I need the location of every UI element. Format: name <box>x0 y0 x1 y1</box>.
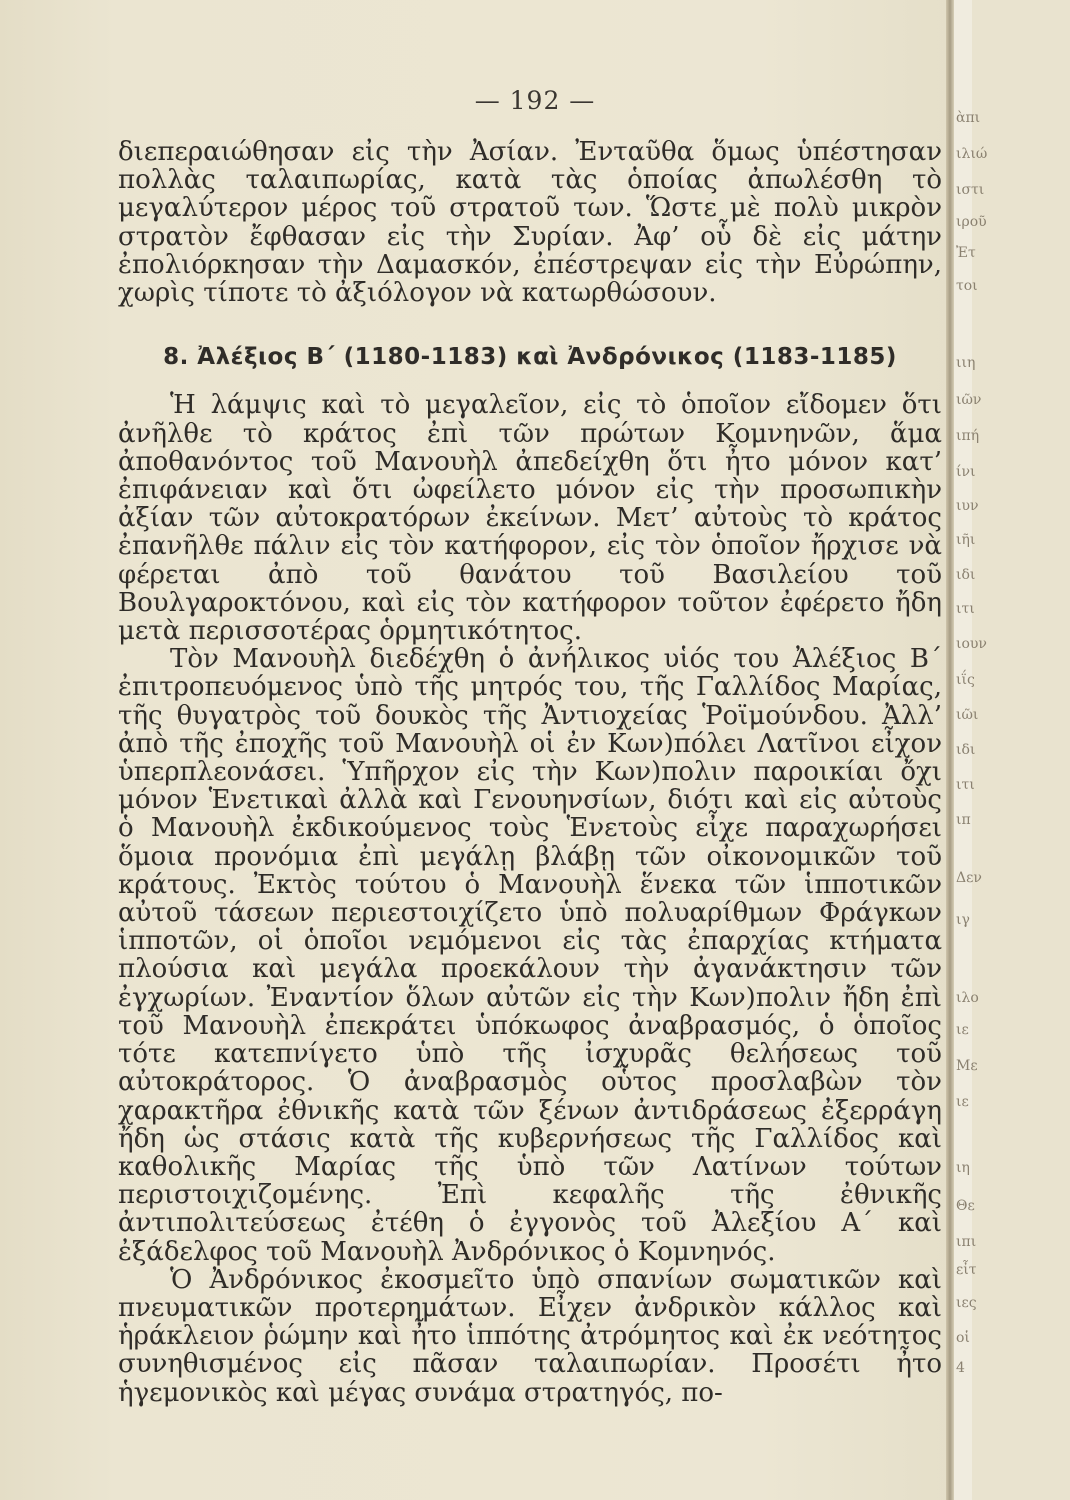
adjacent-fragment: εἶτ <box>956 1262 977 1278</box>
book-spine <box>946 0 954 1500</box>
section-heading: 8. Ἀλέξιος Β΄ (1180-1183) καὶ Ἀνδρόνικος (1183-1185) <box>163 344 897 371</box>
paragraph: Ἡ λάμψις καὶ τὸ μεγαλεῖον, εἰς τὸ ὁποῖον εἴδομεν ὅτι ἀνῆλθε τὸ κράτος ἐπὶ τῶν πρώτων Κομνηνῶν, ἅμα ἀποθανόντος τοῦ Μανουὴλ ἀπεδείχθη ὅτι ἦτο μόνον κατ’ ἐπιφάνειαν καὶ ὅτι ὠφείλετο μόνον εἰς τὴν προσωπικὴν ἀξίαν τῶν αὐτοκρατόρων ἐκείνων. Μετ’ αὐτοὺς τὸ κράτος ἐπανῆλθε πάλιν εἰς τὸν κατήφορον, εἰς τὸν ὁποῖον ἤρχισε νὰ φέρεται ἀπὸ τοῦ θανάτου τοῦ Βασιλείου τοῦ Βουλγαροκτόνου, καὶ εἰς τὸν κατήφορον τοῦτον ἐφέρετο ἤδη μετὰ περισσοτέρας ὁρμητικότητος. <box>118 390 942 647</box>
adjacent-fragment: ιΐς <box>956 672 975 688</box>
adjacent-fragment: ιῶι <box>956 707 979 723</box>
adjacent-fragment: Με <box>956 1058 978 1074</box>
adjacent-fragment: Ἐτ <box>956 245 976 261</box>
adjacent-fragment: ιπι <box>956 1234 977 1250</box>
adjacent-fragment: ιροῦ <box>956 214 987 230</box>
adjacent-fragment: ιε <box>956 1094 969 1110</box>
adjacent-fragment: ιτι <box>956 601 975 617</box>
adjacent-fragment: ιγ <box>956 912 970 928</box>
adjacent-fragment: ιη <box>956 1160 970 1176</box>
adjacent-fragment: ιδι <box>956 567 976 583</box>
adjacent-fragment: ιε <box>956 1022 969 1038</box>
adjacent-fragment: τοι <box>956 278 978 294</box>
adjacent-fragment: ιτι <box>956 777 975 793</box>
adjacent-fragment: ιδι <box>956 742 976 758</box>
adjacent-fragment: ιστι <box>956 182 985 198</box>
opening-paragraph: διεπεραιώθησαν εἰς τὴν Ἀσίαν. Ἐνταῦθα ὅμως ὑπέστησαν πολλὰς ταλαιπωρίας, κατὰ τὰς ὁποίας ἀπωλέσθη τὸ μεγαλύτερον μέρος τοῦ στρατοῦ των. Ὥστε μὲ πολὺ μικρὸν στρατὸν ἔφθασαν εἰς τὴν Συρίαν. Ἀφ’ οὗ δὲ εἰς μάτην ἐπολιόρκησαν τὴν Δαμασκόν, ἐπέστρεψαν εἰς τὴν Εὐρώπην, χωρὶς τίποτε τὸ ἀξιόλογον νὰ κατωρθώσουν. <box>118 137 942 309</box>
adjacent-fragment: ιες <box>956 1295 977 1311</box>
adjacent-fragment: ίνι <box>956 464 976 480</box>
adjacent-fragment: ὰπι <box>956 110 981 126</box>
page-text <box>118 138 942 1407</box>
adjacent-fragment: ιπή <box>956 428 980 444</box>
adjacent-fragment: Δεν <box>956 870 982 886</box>
adjacent-fragment: 4 <box>956 1360 965 1376</box>
adjacent-fragment: ιιη <box>956 355 976 371</box>
adjacent-fragment: ιλιώ <box>956 146 988 162</box>
paragraph: Ὁ Ἀνδρόνικος ἐκοσμεῖτο ὑπὸ σπανίων σωματικῶν καὶ πνευματικῶν προτερημάτων. Εἶχεν ἀνδρικὸν κάλλος καὶ ἡράκλειον ῥώμην καὶ ἦτο ἱππότης ἀτρόμητος καὶ ἐκ νεότητος συνηθισμένος εἰς πᾶσαν ταλαιπωρίαν. Προσέτι ἦτο ἡγεμονικὸς καὶ μέγας συνάμα στρατηγός, πο- <box>118 1264 942 1408</box>
adjacent-fragment: ιῶν <box>956 392 982 408</box>
adjacent-fragment: Θε <box>956 1198 975 1214</box>
page-number: — 192 — <box>474 86 596 115</box>
adjacent-fragment: ιουν <box>956 636 987 652</box>
adjacent-fragment: ιῆι <box>956 532 976 548</box>
adjacent-fragment: ιλο <box>956 990 979 1006</box>
adjacent-fragment: οἱ <box>956 1330 970 1346</box>
paragraph: Τὸν Μανουὴλ διεδέχθη ὁ ἀνήλικος υἱός του Ἀλέξιος Β΄ ἐπιτροπευόμενος ὑπὸ τῆς μητρός του, τῆς Γαλλίδος Μαρίας, τῆς θυγατρὸς τοῦ δουκὸς τῆς Ἀντιοχείας Ῥοϊμούνδου. Ἀλλ’ ἀπὸ τῆς ἐποχῆς τοῦ Μανουὴλ οἱ ἐν Κων)πόλει Λατῖνοι εἶχον ὑπερπλεονάσει. Ὑπῆρχον εἰς τὴν Κων)πολιν παροικίαι ὄχι μόνον Ἑνετικαὶ ἀλλὰ καὶ Γενουηνσίων, διότι καὶ εἰς αὐτοὺς ὁ Μανουὴλ ἐκδικούμενος τοὺς Ἑνετοὺς εἶχε παραχωρήσει ὅμοια προνόμια ἐπὶ μεγάλῃ βλάβῃ τῶν οἰκονομικῶν τοῦ κράτους. Ἐκτὸς τούτου ὁ Μανουὴλ ἕνεκα τῶν ἱπποτικῶν αὐτοῦ τάσεων περιεστοιχίζετο ὑπὸ πολυαρίθμων Φράγκων ἱπποτῶν, οἱ ὁποῖοι νεμόμενοι εἰς τὰς ἐπαρχίας κτήματα πλούσια καὶ μεγάλα προεκάλουν τὴν ἀγανάκτησιν τῶν ἐγχωρίων. Ἐναντίον ὅλων αὐτῶν εἰς τὴν Κων)πολιν ἤδη ἐπὶ τοῦ Μανουὴλ ἐπεκράτει ὑπόκωφος ἀναβρασμός, ὁ ὁποῖος τότε κατεπνίγετο ὑπὸ τῆς ἰσχυρᾶς θελήσεως τοῦ αὐτοκράτορος. Ὁ ἀναβρασμὸς οὗτος προσλαβὼν τὸν χαρακτῆρα ἐθνικῆς κατὰ τῶν ξένων ἀντιδράσεως ἐξερράγη ἤδη ὡς στάσις κατὰ τῆς κυβερνήσεως τῆς Γαλλίδος καὶ καθολικῆς Μαρίας τῆς ὑπὸ τῶν Λατίνων τούτων περιστοιχιζομένης. Ἐπὶ κεφαλῆς τῆς ἐθνικῆς ἀντιπολιτεύσεως ἐτέθη ὁ ἐγγονὸς τοῦ Ἀλεξίου Α΄ καὶ ἐξάδελφος τοῦ Μανουὴλ Ἀνδρόνικος ὁ Κομνηνός. <box>118 644 942 1267</box>
adjacent-fragment: ιπ <box>956 812 971 828</box>
adjacent-page-strip <box>954 0 988 1500</box>
adjacent-fragment: ιυν <box>956 498 979 514</box>
